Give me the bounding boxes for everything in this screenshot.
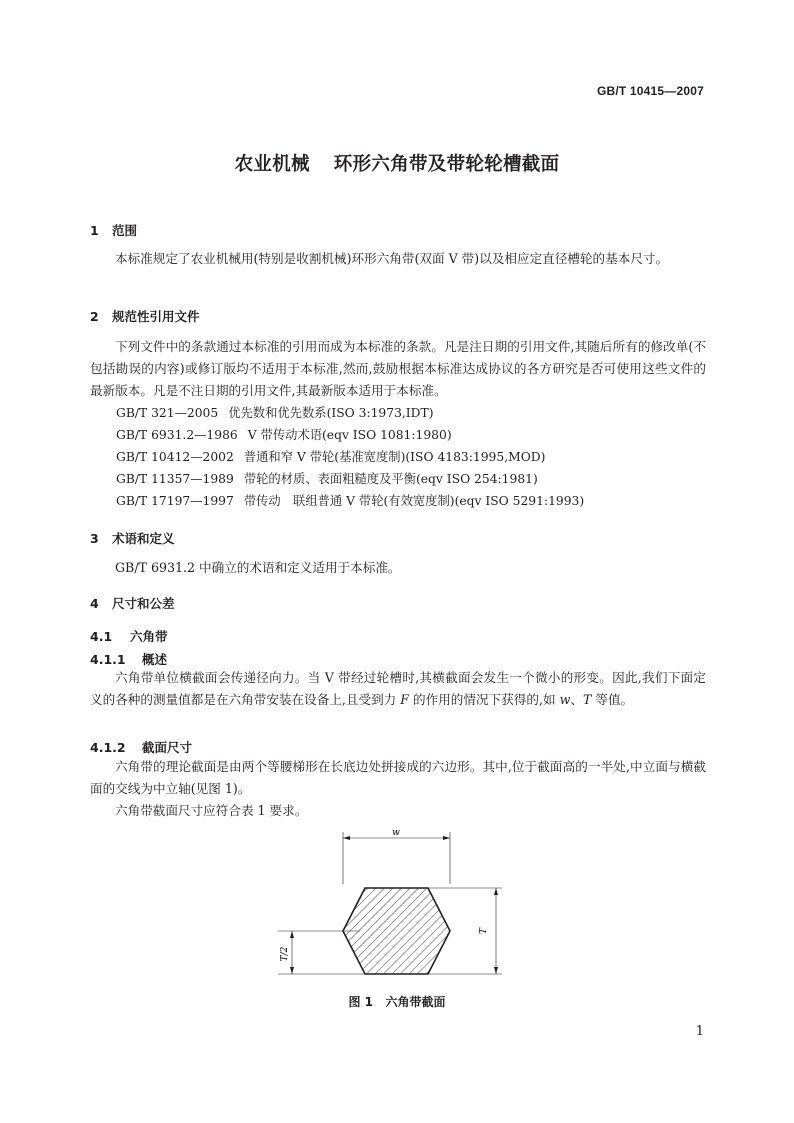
section-4-1-2-paragraph: 六角带的理论截面是由两个等腰梯形在长底边处拼接成的六边形。其中,位于截面高的一半处,中立面与横截面的交线为中立轴(见图 1)。 bbox=[90, 759, 706, 796]
arrow-head bbox=[290, 967, 294, 974]
variable-w: w bbox=[559, 692, 571, 707]
t-label: T bbox=[479, 927, 489, 935]
reference-item: GB/T 11357—1989 带轮的材质、表面粗糙度及平衡(eqv ISO 254:1981) bbox=[116, 472, 538, 486]
variable-f: F bbox=[400, 692, 410, 707]
section-1-paragraph: 本标准规定了农业机械用(特别是收割机械)环形六角带(双面 V 带)以及相应定直径槽轮的基本尺寸。 bbox=[115, 251, 669, 266]
arrow-head bbox=[443, 836, 450, 840]
hexagon-cross-section-figure bbox=[270, 824, 510, 990]
section-4-1-1-paragraph: 六角带单位横截面会传递径向力。当 V 带经过轮槽时,其横截面会发生一个微小的形变。因此,我们下面定义的各种的测量值都是在六角带安装在设备上,且受到力 F 的作用的情况下获得的,如 w、T 等值。 bbox=[90, 670, 706, 707]
title-part-1: 农业机械 bbox=[234, 154, 310, 175]
section-4-1-2-paragraph-2: 六角带截面尺寸应符合表 1 要求。 bbox=[115, 803, 308, 818]
section-3-heading: 3 术语和定义 bbox=[90, 531, 175, 546]
reference-item: GB/T 321—2005 优先数和优先数系(ISO 3:1973,IDT) bbox=[116, 406, 434, 420]
half-t-label: T/2 bbox=[280, 946, 290, 962]
arrow-head bbox=[494, 888, 498, 895]
section-3-paragraph: GB/T 6931.2 中确立的术语和定义适用于本标准。 bbox=[115, 560, 401, 575]
hexagon-shape bbox=[343, 888, 450, 974]
title-part-2: 环形六角带及带轮轮槽截面 bbox=[333, 154, 560, 175]
variable-t: T bbox=[582, 692, 592, 707]
page-number: 1 bbox=[695, 1024, 704, 1039]
section-4-1-2-heading: 4.1.2 截面尺寸 bbox=[90, 740, 193, 755]
arrow-head bbox=[343, 836, 350, 840]
reference-item: GB/T 17197—1997 带传动 联组普通 V 带轮(有效宽度制)(eqv ISO 5291:1993) bbox=[116, 494, 585, 508]
section-4-heading: 4 尺寸和公差 bbox=[90, 596, 175, 611]
section-1-heading: 1 范围 bbox=[90, 223, 138, 238]
arrow-head bbox=[290, 931, 294, 938]
document-title bbox=[0, 150, 794, 176]
figure-caption: 图 1 六角带截面 bbox=[348, 995, 446, 1009]
section-4-1-heading: 4.1 六角带 bbox=[90, 629, 168, 644]
reference-item: GB/T 6931.2—1986 V 带传动术语(eqv ISO 1081:1980) bbox=[116, 428, 452, 442]
section-2-paragraph: 下列文件中的条款通过本标准的引用而成为本标准的条款。凡是注日期的引用文件,其随后所有的修改单(不包括勘误的内容)或修订版均不适用于本标准,然而,鼓励根据本标准达成协议的各方研究是否可使用这些文件的最新版本。凡是不注日期的引用文件,其最新版本适用于本标准。 bbox=[90, 339, 706, 398]
arrow-head bbox=[494, 967, 498, 974]
section-2-heading: 2 规范性引用文件 bbox=[90, 309, 200, 324]
w-label: w bbox=[392, 828, 400, 838]
section-4-1-1-heading: 4.1.1 概述 bbox=[90, 652, 168, 667]
reference-item: GB/T 10412—2002 普通和窄 V 带轮(基准宽度制)(ISO 4183:1995,MOD) bbox=[116, 450, 546, 464]
standard-number: GB/T 10415—2007 bbox=[596, 84, 704, 98]
